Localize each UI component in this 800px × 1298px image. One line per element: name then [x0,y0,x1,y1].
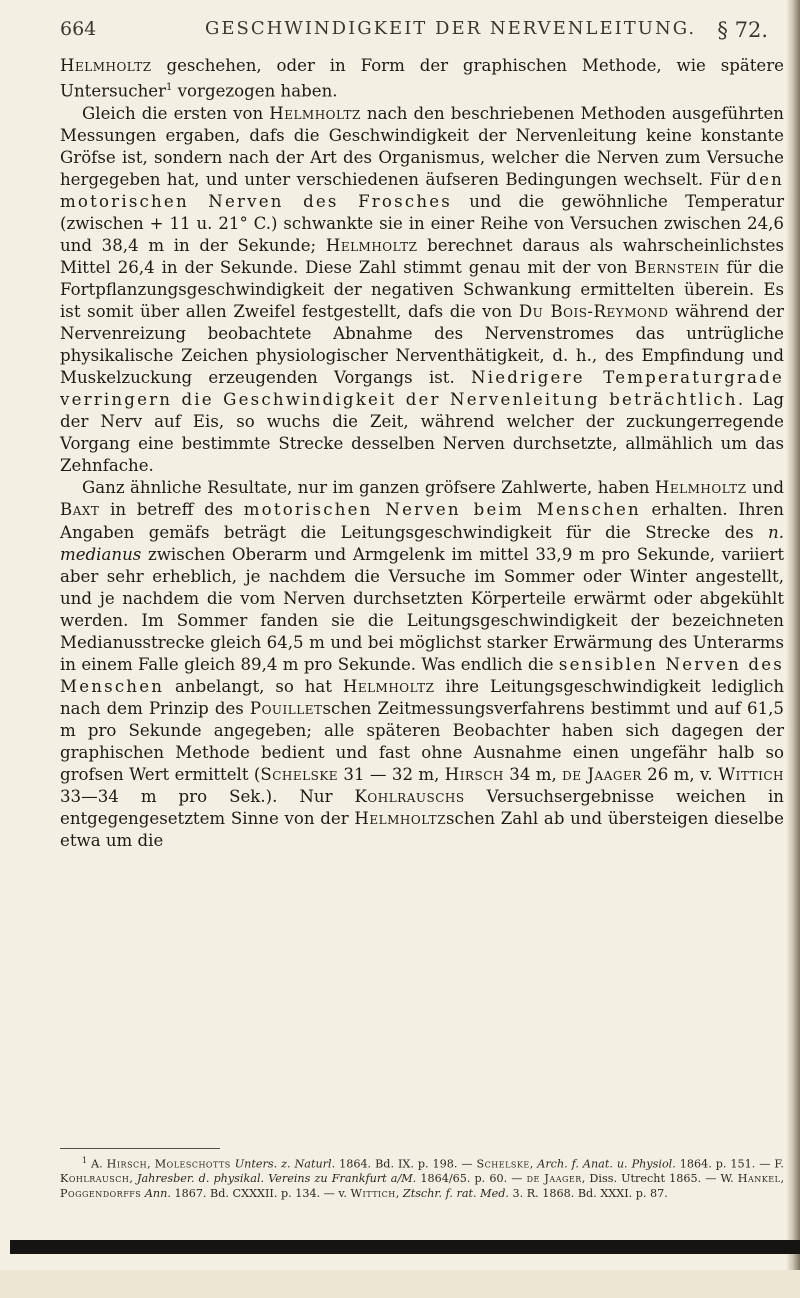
author-name: Kohlrauschs [354,787,465,807]
author-name: Schelske [260,765,339,785]
section-number: § 72. [717,18,768,42]
text-run: 1864. p. 151. — F. [675,1157,784,1171]
paragraph-2 [60,103,784,478]
page-number: 664 [60,18,97,40]
author-name: Helmholtz [654,478,747,498]
body-text [60,55,784,852]
author-name: Hirsch [106,1157,148,1171]
text-run: geschehen, oder in Form der graphischen Methode, wie spätere Untersucher [60,56,784,101]
journal-title: Ann. [141,1186,171,1200]
text-run: anbelangt, so hat [164,676,343,696]
author-name: de Jaager [526,1172,582,1186]
text-run: Gleich die ersten von [82,103,270,123]
author-name: de Jaager [562,765,642,785]
footnote [60,1154,784,1202]
text-run: , Diss. Utrecht 1865. — W. [581,1172,738,1186]
journal-title: Arch. f. Anat. u. Physiol. [537,1157,676,1171]
footnote-marker: 1 [82,1156,88,1165]
emphasis: Niedrigere Temperaturgrade verringern die Geschwindigkeit der Nervenleitung beträchtlich. [60,368,784,410]
text-run: in betreff des [99,500,244,520]
text-run: , [129,1172,138,1186]
page-edge-shadow [786,0,800,1298]
text-run: 31 — 32 m, [338,765,445,785]
text-run: vorgezogen haben. [172,81,338,101]
scan-bottom-edge [10,1240,800,1254]
journal-title: Jahresber. d. physikal. Vereins zu Frankfurt a/M. [137,1172,417,1186]
journal-title: Ztschr. f. rat. Med. [402,1186,509,1200]
italic-term: n. medianus [60,522,784,564]
text-run: während der Nervenreizung beobachtete Abnahme des Nervenstromes das untrügliche physikalische Zeichen physiologischer Nerventhätigkeit, d. h., des Empfindung und Muskelzuckung erzeugenden Vorgangs ist. [60,302,784,388]
author-name: Pouillet [249,698,323,718]
page-header [60,18,768,58]
text-run: Versuchsergebnisse weichen in entgegengesetztem Sinne von der [60,787,784,829]
text-run: , [147,1157,155,1171]
author-name: Wittich [718,765,784,785]
text-run: zwischen Oberarm und Armgelenk im mittel 33,9 m pro Sekunde, variiert aber sehr erheblich, je nachdem die Versuche im Sommer oder Winter angestellt, und je nachdem die vom Nerven durchsetzten Körperteile erwärmt oder abgekühlt werden. Im Sommer fanden sie die Leitungsgeschwindigkeit der bezeichneten Medianusstrecke gleich 64,5 m und bei möglichst starker Erwärmung des Unterarms in einem Falle gleich 89,4 m pro Sekunde. Was endlich die [60,544,784,674]
text-run: 1864/65. p. 60. — [416,1172,527,1186]
text-run: Lag der Nerv auf Eis, so wuchs die Zeit, während welcher der zuckungerregende Vorgang eine bestimmte Strecke desselben Nerven durchsetzte, allmählich um das Zehnfache. [60,390,784,476]
text-run: 26 m, v. [641,765,719,785]
author-name: Helmholtz [342,676,435,696]
text-run: , [395,1186,403,1200]
footnote-divider [60,1148,220,1149]
text-run: , [529,1157,538,1171]
author-name: Bernstein [634,257,720,277]
text-run: schen Zeitmessungsverfahrens bestimmt und auf 61,5 m pro Sekunde angegeben; alle späteren Beobachter haben sich dagegen der graphischen Methode bedient und fast ohne Ausnahme einen ungefähr halb so grofsen Wert ermittelt ( [60,698,784,785]
author-name: Helmholtz [60,56,152,75]
author-name: Poggendorffs [60,1186,142,1200]
text-run: für die Fortpflanzungsgeschwindigkeit der negativen Schwankung ermittelten überein. Es ist somit über allen Zweifel festgestellt, dafs die von [60,257,785,322]
text-run: A. [87,1157,107,1171]
text-run: und [746,478,784,498]
text-run: 1864. Bd. IX. p. 198. — [335,1157,477,1171]
text-run: 34 m, [503,765,563,785]
emphasis: sensiblen Nerven des Menschen [60,654,784,696]
author-name: Helmholtz [325,235,418,255]
author-name: Schelske [476,1157,530,1171]
author-name: Hankel [737,1172,781,1186]
emphasis: den motorischen Nerven des Frosches [60,169,784,211]
text-run: erhalten. Ihren Angaben gemäfs beträgt die Leitungsgeschwindigkeit für die Strecke des [60,500,784,542]
author-name: Helmholtz [269,103,361,123]
text-run: 33—34 m pro Sek.). Nur [60,787,355,807]
author-name: Baxt [60,500,100,520]
author-name: Hirsch [444,765,504,785]
text-run: Ganz ähnliche Resultate, nur im ganzen gröfsere Zahlwerte, haben [82,478,655,498]
page-bottom-margin [0,1270,800,1298]
text-run: und die gewöhnliche Temperatur (zwischen + 11 u. 21° C.) schwankte sie in einer Reihe von Versuchen zwischen 24,6 und 38,4 m in der Sekunde; [60,191,784,255]
footnotes [60,1154,784,1202]
text-run: berechnet daraus als wahrscheinlichstes Mittel 26,4 in der Sekunde. Diese Zahl stimmt genau mit der von [60,235,784,277]
running-title: GESCHWINDIGKEIT DER NERVENLEITUNG. [205,18,697,39]
author-name: Helmholtz [354,809,447,829]
author-name: Moleschotts [154,1157,231,1171]
text-run: 1867. Bd. CXXXII. p. 134. — v. [170,1186,351,1200]
footnote-ref: 1 [166,82,173,94]
paragraph-3 [60,477,784,852]
text-run: nach den beschriebenen Methoden ausgeführten Messungen ergaben, dafs die Geschwindigkeit der Nervenleitung keine konstante Gröfse ist, sondern nach der Art des Organismus, welcher die Nerven zum Versuche hergegeben hat, und unter verschiedenen äufseren Bedingungen wechselt. Für [60,103,784,189]
text-run: 3. R. 1868. Bd. XXXI. p. 87. [508,1186,668,1200]
emphasis: motorischen Nerven beim Menschen [243,500,641,520]
text-run: schen Zahl ab und übersteigen dieselbe etwa um die [60,809,784,851]
text-run: ihre Leitungsgeschwindigkeit lediglich nach dem Prinzip des [60,676,785,718]
journal-title: Unters. z. Naturl. [230,1157,336,1171]
text-run: , [780,1172,784,1186]
author-name: Wittich [350,1186,396,1200]
paragraph-1 [60,55,784,103]
author-name: Kohlrausch [60,1172,130,1186]
author-name: Du Bois-Reymond [518,302,669,322]
